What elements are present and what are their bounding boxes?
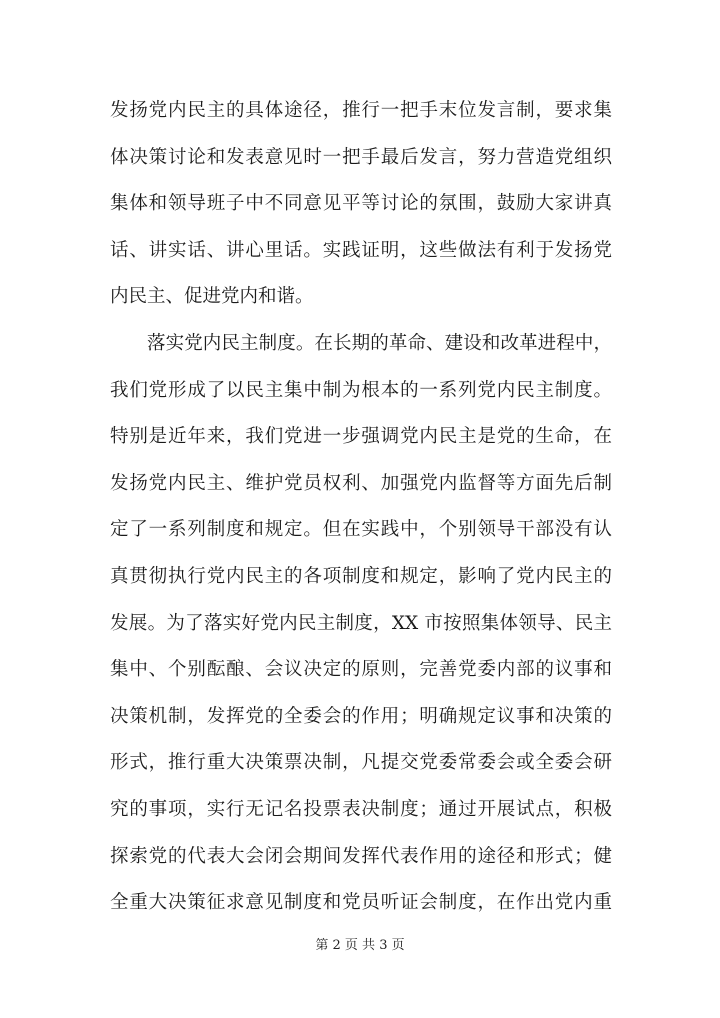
text-line: [110, 601, 612, 648]
text-line: [110, 740, 612, 787]
text-line-content: 发展。为了落实好党内民主制度，XX 市按照集体领导、民主: [110, 612, 612, 634]
text-line-content: 集体和领导班子中不同意见平等讨论的氛围，鼓励大家讲真: [110, 193, 612, 215]
text-line: [110, 135, 612, 182]
text-line-content: 特别是近年来，我们党进一步强调党内民主是党的生命，在: [110, 426, 612, 448]
text-line-content: 落实党内民主制度。在长期的革命、建设和改革进程中，: [147, 332, 612, 354]
text-line: [110, 181, 612, 228]
text-line: [110, 368, 612, 415]
page-footer: 第 2 页 共 3 页: [315, 938, 405, 953]
text-line: [110, 321, 612, 368]
text-line: [110, 274, 612, 321]
text-line-content: 探索党的代表大会闭会期间发挥代表作用的途径和形式；健: [110, 845, 612, 867]
text-line-content: 定了一系列制度和规定。但在实践中，个别领导干部没有认: [110, 519, 612, 541]
text-line: [110, 880, 612, 927]
text-line-content: 真贯彻执行党内民主的各项制度和规定，影响了党内民主的: [110, 565, 612, 587]
text-line-content: 究的事项，实行无记名投票表决制度；通过开展试点，积极: [110, 798, 612, 820]
text-line: [110, 787, 612, 834]
text-line-content: 内民主、促进党内和谐。: [110, 286, 314, 308]
text-line: [110, 694, 612, 741]
text-line-content: 我们党形成了以民主集中制为根本的一系列党内民主制度。: [110, 379, 612, 401]
text-line-content: 形式，推行重大决策票决制，凡提交党委常委会或全委会研: [110, 752, 612, 774]
text-line: [110, 228, 612, 275]
text-line-content: 体决策讨论和发表意见时一把手最后发言，努力营造党组织: [110, 146, 612, 168]
text-line-content: 发扬党内民主、维护党员权利、加强党内监督等方面先后制: [110, 472, 612, 494]
body-text: [110, 88, 612, 927]
text-line: [110, 414, 612, 461]
text-line-content: 发扬党内民主的具体途径，推行一把手末位发言制，要求集: [110, 100, 612, 121]
text-line: [110, 647, 612, 694]
text-line: [110, 461, 612, 508]
text-line: [110, 834, 612, 881]
text-line-content: 集中、个别酝酿、会议决定的原则，完善党委内部的议事和: [110, 659, 612, 681]
text-line: [110, 507, 612, 554]
text-line-content: 全重大决策征求意见制度和党员听证会制度，在作出党内重: [110, 892, 612, 914]
text-line-content: 决策机制，发挥党的全委会的作用；明确规定议事和决策的: [110, 705, 612, 727]
text-line: [110, 554, 612, 601]
text-line-content: 话、讲实话、讲心里话。实践证明，这些做法有利于发扬党: [110, 239, 612, 261]
text-line: [110, 88, 612, 135]
